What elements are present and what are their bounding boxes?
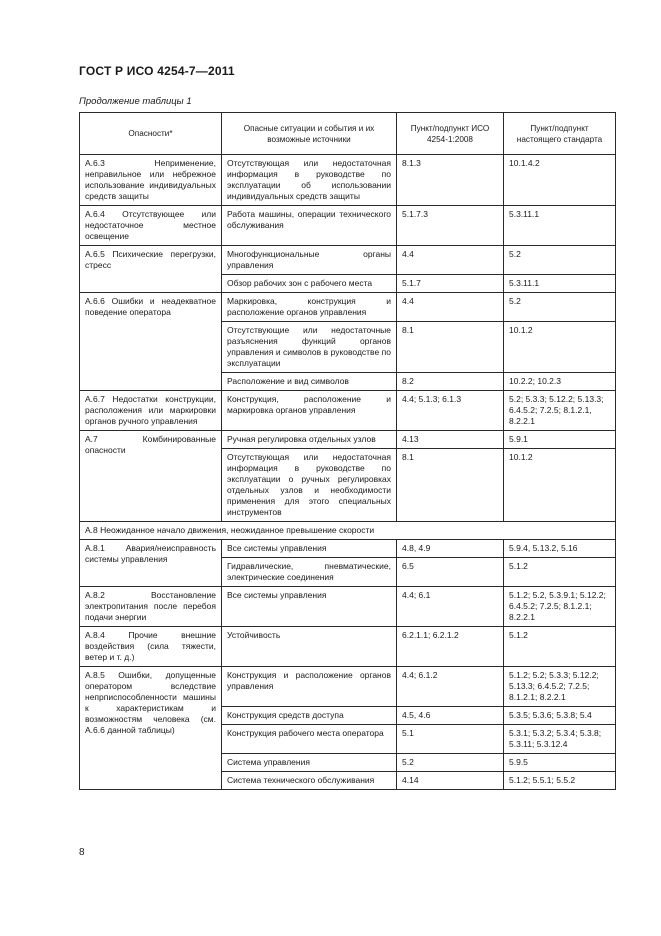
situation-cell: Система управления: [222, 754, 397, 772]
standard-clause-cell: 5.3.11.1: [504, 275, 616, 293]
iso-clause-cell: 4.4; 5.1.3; 6.1.3: [397, 391, 504, 431]
column-header-situations: Опасные ситуации и события и их возможные источники: [222, 113, 397, 155]
table-row: [80, 540, 616, 558]
table-caption: Продолжение таблицы 1: [79, 96, 192, 107]
standard-clause-cell: 10.1.2: [504, 449, 616, 522]
iso-clause-cell: 4.4; 6.1: [397, 587, 504, 627]
column-header-iso-clause: Пункт/подпункт ИСО 4254-1:2008: [397, 113, 504, 155]
hazard-cell: А.6.4 Отсутствующее или недостаточное местное освещение: [80, 206, 222, 246]
situation-cell: Конструкция, расположение и маркировка органов управления: [222, 391, 397, 431]
situation-cell: Маркировка, конструкция и расположение органов управления: [222, 293, 397, 322]
situation-cell: Конструкция рабочего места оператора: [222, 725, 397, 754]
situation-cell: Обзор рабочих зон с рабочего места: [222, 275, 397, 293]
standard-clause-cell: 5.2: [504, 246, 616, 275]
hazards-table: [79, 112, 616, 790]
table-row: [80, 246, 616, 275]
iso-clause-cell: 8.1: [397, 322, 504, 373]
standard-clause-cell: 5.2; 5.3.3; 5.12.2; 5.13.3; 6.4.5.2; 7.2.5; 8.1.2.1, 8.2.2.1: [504, 391, 616, 431]
standard-clause-cell: 10.1.2: [504, 322, 616, 373]
situation-cell: Система технического обслуживания: [222, 772, 397, 790]
table-row: [80, 391, 616, 431]
table-row: [80, 431, 616, 449]
standard-clause-cell: 5.1.2: [504, 558, 616, 587]
iso-clause-cell: 4.5, 4.6: [397, 707, 504, 725]
column-header-hazards: Опасности*: [80, 113, 222, 155]
hazard-cell: А.6.7 Недостатки конструкции, расположения или маркировки органов ручного управления: [80, 391, 222, 431]
iso-clause-cell: 6.5: [397, 558, 504, 587]
table-header-row: [80, 113, 616, 155]
iso-clause-cell: 5.1.7.3: [397, 206, 504, 246]
situation-cell: Отсутствующая или недостаточная информация в руководстве по эксплуатации об использовании индивидуальных средств защиты: [222, 155, 397, 206]
iso-clause-cell: 4.4: [397, 293, 504, 322]
section-heading: А.8 Неожиданное начало движения, неожиданное превышение скорости: [80, 522, 616, 540]
situation-cell: Работа машины, операции технического обслуживания: [222, 206, 397, 246]
standard-clause-cell: 5.3.5; 5.3.6; 5.3.8; 5.4: [504, 707, 616, 725]
standard-clause-cell: 5.1.2: [504, 627, 616, 667]
table-row: [80, 627, 616, 667]
iso-clause-cell: 4.8, 4.9: [397, 540, 504, 558]
table-row: [80, 667, 616, 707]
standard-clause-cell: 10.1.4.2: [504, 155, 616, 206]
iso-clause-cell: 5.1: [397, 725, 504, 754]
table-row: [80, 587, 616, 627]
standard-clause-cell: 10.2.2; 10.2.3: [504, 373, 616, 391]
situation-cell: Конструкция средств доступа: [222, 707, 397, 725]
iso-clause-cell: 5.1.7: [397, 275, 504, 293]
hazard-cell: А.8.1 Авария/неисправность системы управления: [80, 540, 222, 587]
situation-cell: Конструкция и расположение органов управления: [222, 667, 397, 707]
hazard-cell: А.8.5 Ошибки, допущенные оператором вследствие непрписпособленности машины к характеристикам и возможностям человека (см. А.6.6 данной таблицы): [80, 667, 222, 790]
table-row: [80, 293, 616, 322]
iso-clause-cell: 4.13: [397, 431, 504, 449]
standard-clause-cell: 5.3.1; 5.3.2; 5.3.4; 5.3.8; 5.3.11; 5.3.12.4: [504, 725, 616, 754]
situation-cell: Многофункциональные органы управления: [222, 246, 397, 275]
iso-clause-cell: 8.1.3: [397, 155, 504, 206]
iso-clause-cell: 4.4: [397, 246, 504, 275]
page-number: 8: [79, 847, 85, 858]
standard-clause-cell: 5.2: [504, 293, 616, 322]
standard-clause-cell: 5.9.4, 5.13.2, 5.16: [504, 540, 616, 558]
situation-cell: Гидравлические, пневматические, электрические соединения: [222, 558, 397, 587]
standard-clause-cell: 5.9.5: [504, 754, 616, 772]
iso-clause-cell: 8.1: [397, 449, 504, 522]
situation-cell: Расположение и вид символов: [222, 373, 397, 391]
standard-clause-cell: 5.3.11.1: [504, 206, 616, 246]
standard-clause-cell: 5.1.2; 5.2; 5.3.3; 5.12.2; 5.13.3; 6.4.5.2; 7.2.5; 8.1.2.1; 8.2.2.1: [504, 667, 616, 707]
situation-cell: Все системы управления: [222, 587, 397, 627]
standard-clause-cell: 5.9.1: [504, 431, 616, 449]
situation-cell: Отсутствующая или недостаточная информация в руководстве по эксплуатации о ручных регулировках отдельных узлов и необходимости применения для этого специальных инструментов: [222, 449, 397, 522]
iso-clause-cell: 5.2: [397, 754, 504, 772]
hazard-cell: А.6.3 Неприменение, неправильное или небрежное использование индивидуальных средств защиты: [80, 155, 222, 206]
situation-cell: Устойчивость: [222, 627, 397, 667]
situation-cell: Ручная регулировка отдельных узлов: [222, 431, 397, 449]
table-row: [80, 155, 616, 206]
situation-cell: Все системы управления: [222, 540, 397, 558]
situation-cell: Отсутствующие или недостаточные разъяснения функций органов управления и символов в руководстве по эксплуатации: [222, 322, 397, 373]
table-row: [80, 206, 616, 246]
iso-clause-cell: 8.2: [397, 373, 504, 391]
standard-clause-cell: 5.1.2; 5.5.1; 5.5.2: [504, 772, 616, 790]
standard-clause-cell: 5.1.2; 5.2, 5.3.9.1; 5.12.2; 6.4.5.2; 7.2.5; 8.1.2.1; 8.2.2.1: [504, 587, 616, 627]
column-header-standard-clause: Пункт/подпункт настоящего стандарта: [504, 113, 616, 155]
iso-clause-cell: 4.14: [397, 772, 504, 790]
document-title: ГОСТ Р ИСО 4254-7—2011: [79, 64, 235, 78]
hazard-cell: А.7 Комбинированные опасности: [80, 431, 222, 522]
iso-clause-cell: 4.4; 6.1.2: [397, 667, 504, 707]
hazard-cell: А.6.5 Психические перегрузки, стресс: [80, 246, 222, 293]
hazard-cell: А.8.4 Прочие внешние воздействия (сила тяжести, ветер и т. д.): [80, 627, 222, 667]
hazard-cell: А.8.2 Восстановление электропитания после перебоя подачи энергии: [80, 587, 222, 627]
section-row: [80, 522, 616, 540]
iso-clause-cell: 6.2.1.1; 6.2.1.2: [397, 627, 504, 667]
hazard-cell: А.6.6 Ошибки и неадекватное поведение оператора: [80, 293, 222, 391]
